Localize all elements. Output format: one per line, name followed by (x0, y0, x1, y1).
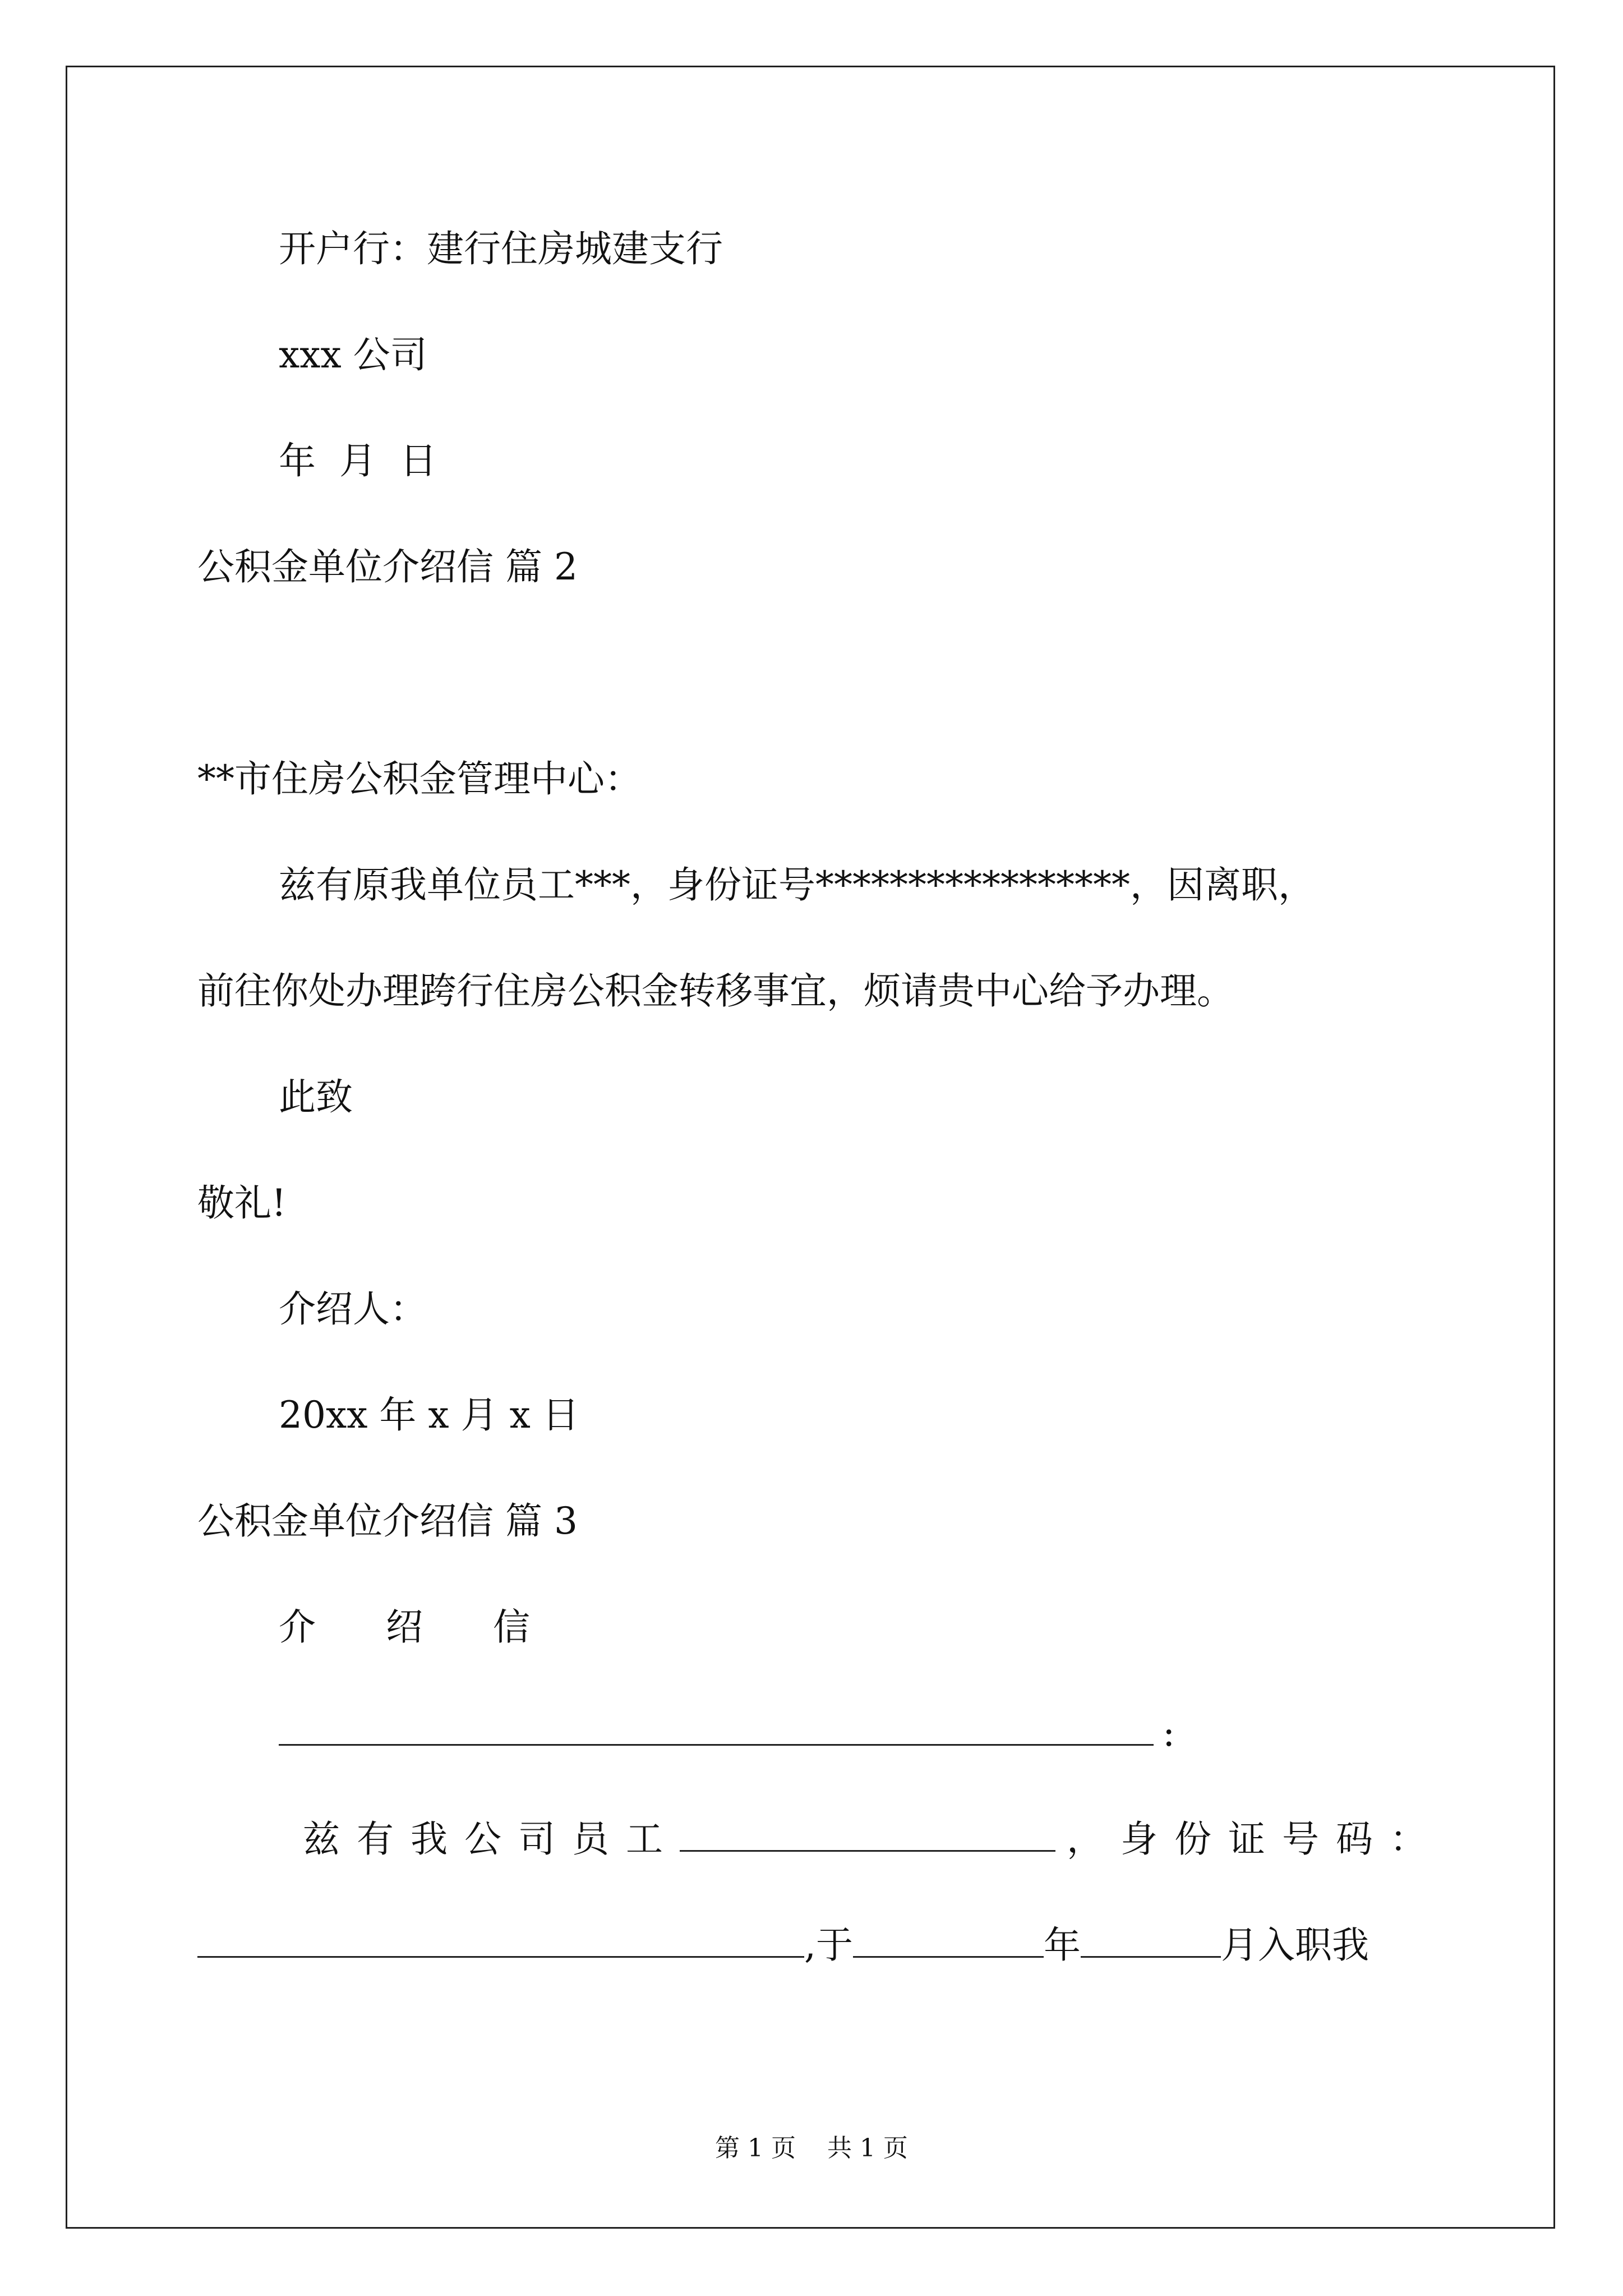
body3-line-2 (197, 1923, 1369, 1968)
date-blank-text: 年 月 日 (279, 439, 437, 482)
heading-section-2: 公积金单位介绍信 篇 2 (197, 545, 578, 588)
body3-start-text: 兹有我公司员工 (303, 1818, 680, 1861)
body3-mid-text: ，身份证号码： (1067, 1818, 1444, 1861)
page-border (66, 66, 1555, 2229)
date-blank-line (279, 439, 437, 484)
company-line: xxx 公司 (279, 333, 427, 376)
employee-name-blank (680, 1818, 1055, 1852)
bank-line: 开户行：建行住房城建支行 (279, 227, 723, 270)
year-blank (853, 1924, 1044, 1958)
page-footer: 第 1 页 共 1 页 (715, 2134, 908, 2162)
addressee-blank (279, 1711, 1154, 1746)
heading-section-3: 公积金单位介绍信 篇 3 (197, 1499, 578, 1543)
body-paragraph-line-1: 兹有原我单位员工***，身份证号*****************，因离职， (279, 863, 1315, 907)
addressee-blank-line (279, 1711, 1175, 1756)
comma-yu-text: ,于 (804, 1924, 853, 1967)
closing-jingli: 敬礼! (197, 1181, 287, 1225)
introducer-line: 介绍人： (279, 1287, 427, 1331)
addressee-colon: : (1163, 1711, 1175, 1755)
year-text: 年 (1043, 1924, 1081, 1967)
body3-line-1 (303, 1817, 1444, 1862)
id-number-blank (197, 1924, 804, 1958)
month-blank (1081, 1924, 1221, 1958)
date-line: 20xx 年 x 月 x 日 (279, 1393, 579, 1437)
addressee-line: **市住房公积金管理中心： (197, 757, 642, 800)
month-join-text: 月入职我 (1220, 1924, 1369, 1967)
closing-cizhi: 此致 (279, 1075, 353, 1119)
body-paragraph-line-2: 前往你处办理跨行住房公积金转移事宜，烦请贵中心给予办理。 (197, 969, 1234, 1013)
letter-title: 介 绍 信 (279, 1605, 559, 1649)
